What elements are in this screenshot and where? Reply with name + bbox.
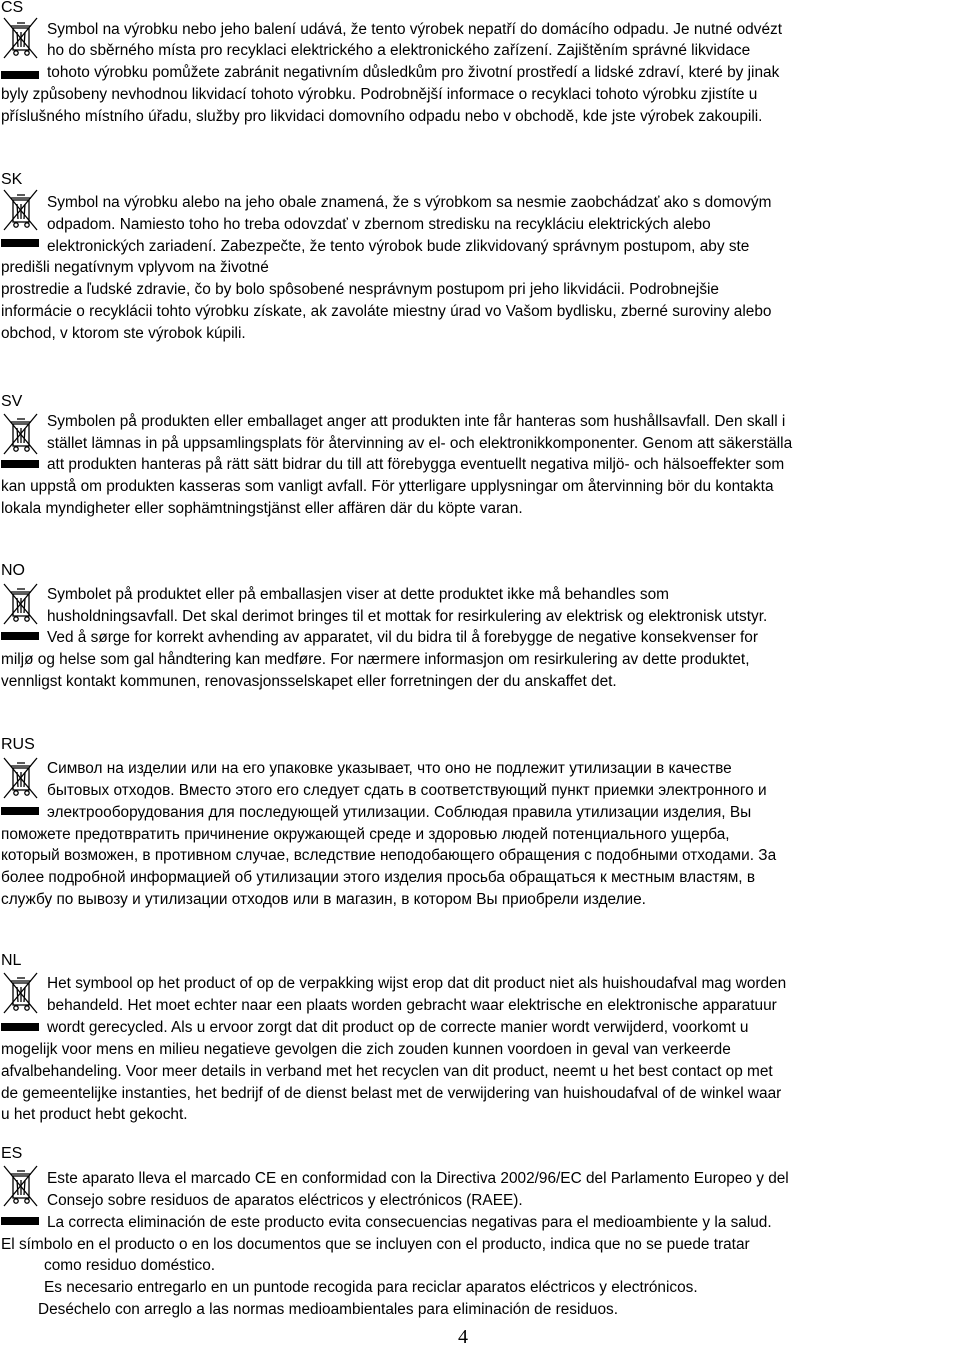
text-line: Deséchelo con arreglo a las normas medioambientales para eliminación de residuos. <box>38 1301 619 1318</box>
section-sv <box>0 393 960 523</box>
text-line: электрооборудования для последующей утилизации. Соблюдая правила утилизации изделия, Вы <box>47 804 752 821</box>
text-line: afvalbehandeling. Voor meer details in verband met het recyclen van dit product, neemt u het best contact op met <box>1 1063 773 1080</box>
text-line: stället lämnas in på uppsamlingsplats för återvinning av el- och elektronikkomponenter. Genom att säkerställa <box>47 435 793 452</box>
text-line: Symbol na výrobku nebo jeho balení udává, že tento výrobek nepatří do domácího odpadu. Je nutné odvézt <box>47 21 782 38</box>
text-line: mogelijk voor mens en milieu negatieve gevolgen die zich zouden kunnen voordoen in geval van verkeerde <box>1 1041 731 1058</box>
text-line: odpadom. Namiesto toho ho treba odovzdať v zbernom stredisku na recykláciu elektrických alebo <box>47 216 711 233</box>
text-line: tohoto výrobku pomůžete zabránit negativním důsledkům pro životní prostředí a lidské zdraví, které by jinak <box>47 64 780 81</box>
text-line: behandeld. Het moet echter naar een plaats worden gebracht waar elektrische en elektronische apparatuur <box>47 997 777 1014</box>
text-line: u het product hebt gekocht. <box>1 1106 188 1123</box>
crossed-out-wheelie-bin-icon <box>2 188 40 232</box>
crossed-out-wheelie-bin-icon <box>2 412 40 456</box>
section-nl <box>0 953 960 1133</box>
text-line: Symbol na výrobku alebo na jeho obale znamená, že s výrobkom sa nesmie zaobchádzať ako s domovým <box>47 194 772 211</box>
text-line: Consejo sobre residuos de aparatos eléctricos y electrónicos (RAEE). <box>47 1192 523 1209</box>
text-line: La correcta eliminación de este producto evita consecuencias negativas para el medioambiente y la salud. <box>47 1214 772 1231</box>
section-cs <box>0 0 960 130</box>
text-line: att produkten hanteras på rätt sätt bidrar du till att förebygga eventuellt negativa miljö- och hälsoeffekter som <box>47 456 785 473</box>
section-rus <box>0 737 960 917</box>
bar-mark <box>1 632 39 640</box>
bar-mark <box>1 71 39 79</box>
bar-mark <box>1 239 39 247</box>
text-line: Ved å sørge for korrekt avhending av apparatet, vil du bidra til å forebygge de negative konsekvenser for <box>47 629 758 646</box>
bar-mark <box>1 807 39 815</box>
text-line: Het symbool op het product of op de verpakking wijst erop dat dit product niet als huishoudafval mag worden <box>47 975 787 992</box>
text-line: Symbolet på produktet eller på emballasjen viser at dette produktet ikke må behandles som <box>47 586 669 603</box>
text-line: vennligst kontakt kommunen, renovasjonsselskapet eller forretningen der du anskaffet det. <box>1 673 617 690</box>
text-line: elektronických zariadení. Zabezpečte, že tento výrobok bude zlikvidovaný správnym postupom, aby ste <box>47 238 750 255</box>
text-line: como residuo doméstico. <box>44 1257 216 1274</box>
crossed-out-wheelie-bin-icon <box>2 756 40 800</box>
text-line: поможете предотвратить причинение окружающей среде и здоровью людей потенциального ущерба, <box>1 826 730 843</box>
text-line: Es necesario entregarlo en un puntode recogida para reciclar aparatos eléctricos y electrónicos. <box>44 1279 698 1296</box>
text-line: Symbolen på produkten eller emballaget anger att produkten inte får hanteras som hushållsavfall. Den skall i <box>47 413 786 430</box>
text-line: kan uppstå om produkten kasseras som vanligt avfall. För ytterligare upplysningar om återvinning bör du kontakta <box>1 478 774 495</box>
text-line: wordt gerecycled. Als u ervoor zorgt dat dit product op de correcte manier wordt verwijderd, voorkomt u <box>47 1019 749 1036</box>
section-no <box>0 563 960 698</box>
bar-mark <box>1 1217 39 1225</box>
text-line: informácie o recyklácii tohto výrobku získate, ak zavoláte miestny úrad vo Vašom bydlisku, zberné suroviny alebo <box>1 303 772 320</box>
text-line: El símbolo en el producto o en los documentos que se incluyen con el producto, indica que no se puede tratar <box>1 1236 750 1253</box>
language-code: RUS <box>1 736 35 753</box>
bar-mark <box>1 460 39 468</box>
section-es <box>0 1146 960 1326</box>
text-line: бытовых отходов. Вместо этого его следует сдать в соответствующий пункт приемки электронного и <box>47 782 767 799</box>
text-line: miljø og helse som gal håndtering kan medføre. For nærmere informasjon om resirkulering av dette produktet, <box>1 651 750 668</box>
text-line: predišli negatívnym vplyvom na životné <box>1 259 269 276</box>
crossed-out-wheelie-bin-icon <box>2 1164 40 1208</box>
text-line: который возможен, в противном случае, вследствие неподобающего обращения с подобными отходами. За <box>1 847 777 864</box>
language-code: ES <box>1 1145 23 1162</box>
bar-mark <box>1 1023 39 1031</box>
language-code: NL <box>1 952 22 969</box>
text-line: prostredie a ľudské zdravie, čo by bolo spôsobené nesprávnym postupom pri jeho likvidácii. Podrobnejšie <box>1 281 719 298</box>
text-line: de gemeentelijke instanties, het bedrijf of de dienst belast met de verwijdering van huishoudafval of de winkel waar <box>1 1085 782 1102</box>
page-number: 4 <box>458 1326 468 1348</box>
section-sk <box>0 172 960 352</box>
text-line: příslušného místního úřadu, služby pro likvidaci domovního odpadu nebo v obchodě, kde jste výrobek zakoupili. <box>1 108 763 125</box>
language-code: SV <box>1 393 23 410</box>
crossed-out-wheelie-bin-icon <box>2 16 40 60</box>
crossed-out-wheelie-bin-icon <box>2 582 40 626</box>
text-line: obchod, v ktorom ste výrobok kúpili. <box>1 325 246 342</box>
language-code: CS <box>1 0 24 16</box>
text-line: lokala myndigheter eller sophämtningstjänst eller affären där du köpte varan. <box>1 500 523 517</box>
text-line: службу по вывозу и утилизации отходов или в магазин, в котором Вы приобрели изделие. <box>1 891 646 908</box>
crossed-out-wheelie-bin-icon <box>2 971 40 1015</box>
text-line: более подробной информацией об утилизации этого изделия просьба обращаться к местным властям, в <box>1 869 756 886</box>
language-code: NO <box>1 562 25 579</box>
text-line: ho do sběrného místa pro recyklaci elektrického a elektronického zařízení. Zajištěním správné likvidace <box>47 42 751 59</box>
text-line: Este aparato lleva el marcado CE en conformidad con la Directiva 2002/96/EC del Parlamento Europeo y del <box>47 1170 789 1187</box>
text-line: byly způsobeny nevhodnou likvidací tohoto výrobku. Podrobnější informace o recyklaci tohoto výrobku zjistíte u <box>1 86 758 103</box>
text-line: Символ на изделии или на его упаковке указывает, что оно не подлежит утилизации в качестве <box>47 760 732 777</box>
text-line: husholdningsavfall. Det skal derimot bringes til et mottak for resirkulering av elektrisk og elektronisk utstyr. <box>47 608 768 625</box>
language-code: SK <box>1 171 23 188</box>
